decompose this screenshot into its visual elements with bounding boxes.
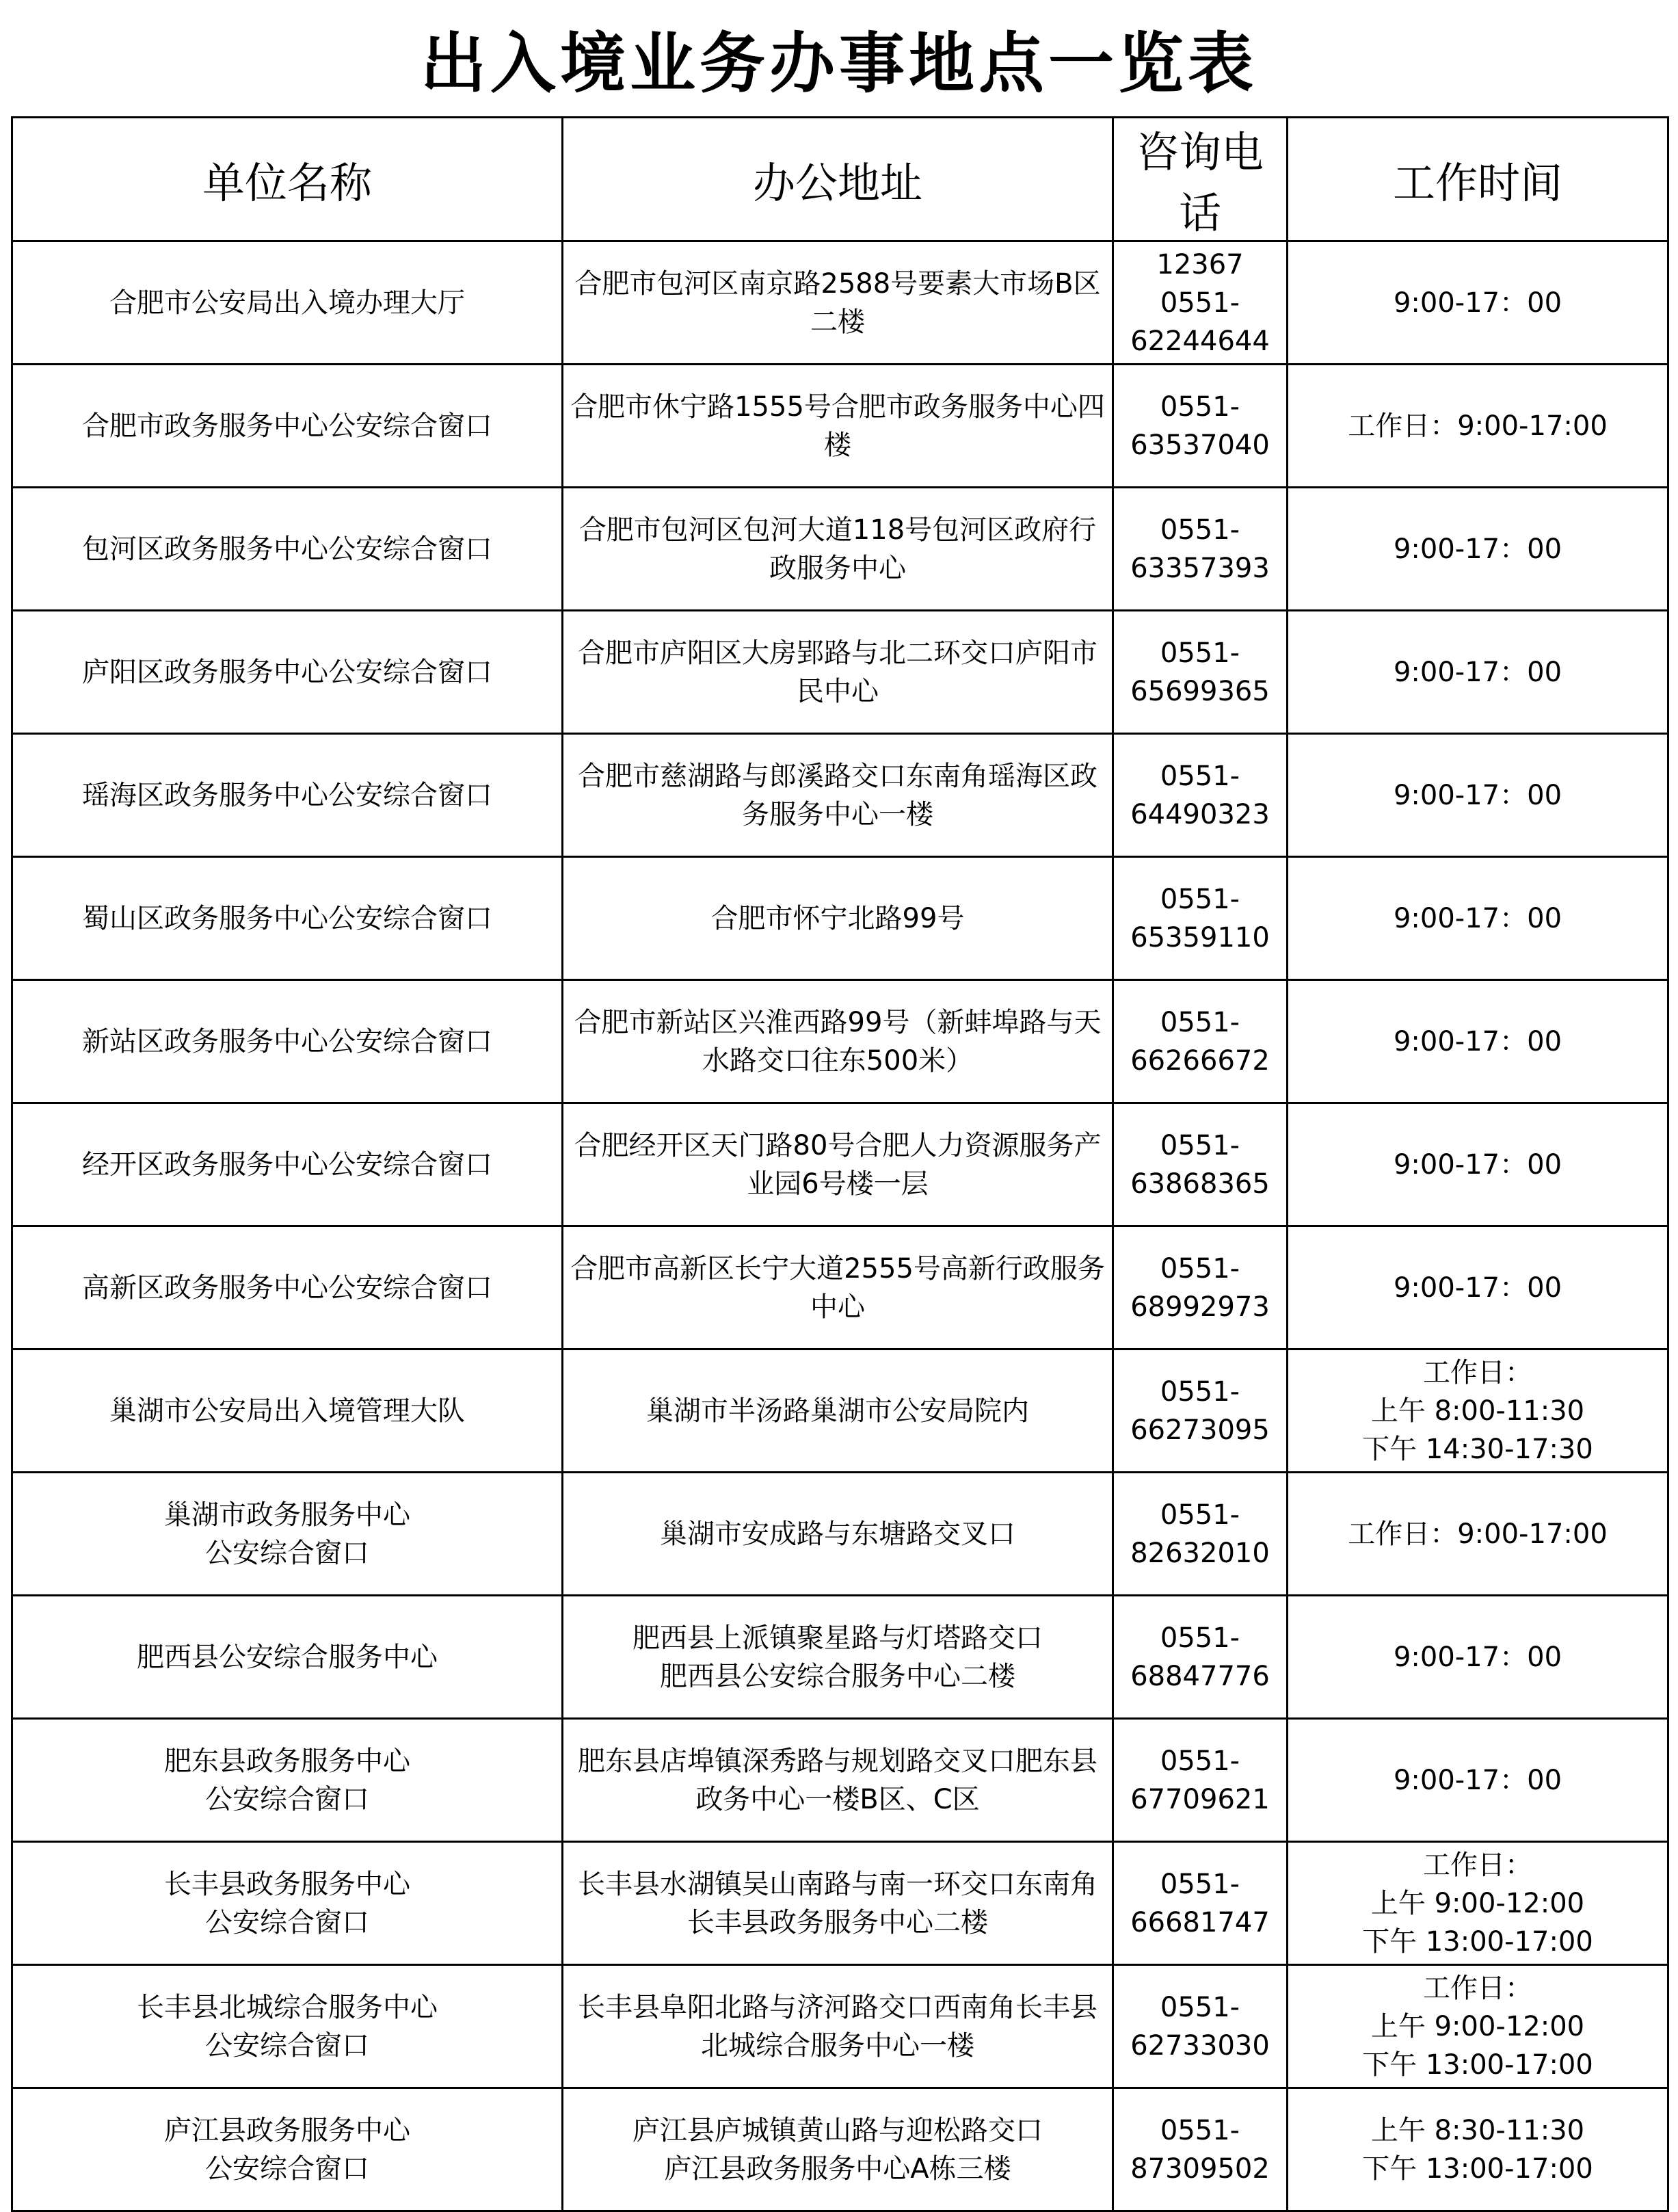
address-text: 合肥市高新区长宁大道2555号高新行政服务中心 [570,1252,1105,1323]
table-row [12,611,1668,734]
cell-phone [1113,734,1288,857]
address-text: 巢湖市半汤路巢湖市公安局院内 [646,1395,1029,1427]
address-line: 庐江县政务服务中心A栋三楼 [664,2152,1011,2185]
phone-line: 63357393 [1130,552,1270,584]
address-text: 合肥经开区天门路80号合肥人力资源服务产业园6号楼一层 [574,1129,1102,1200]
phone-line: 0551- [1160,1991,1240,2023]
cell-phone [1113,857,1288,980]
address-text: 合肥市休宁路1555号合肥市政务服务中心四楼 [570,391,1105,461]
cell-hours [1288,611,1668,734]
cell-unit [12,980,563,1103]
hours-line: 9:00-17：00 [1393,1764,1562,1796]
address-text: 合肥市怀宁北路99号 [710,902,965,934]
cell-phone [1113,1719,1288,1842]
cell-unit [12,1103,563,1226]
phone-line: 66266672 [1130,1044,1270,1077]
address-text: 合肥市新站区兴淮西路99号（新蚌埠路与天水路交口往东500米） [574,1006,1102,1077]
unit-line: 庐江县政务服务中心 [164,2114,410,2146]
cell-address [563,2088,1113,2211]
cell-unit [12,1349,563,1473]
cell-phone [1113,365,1288,488]
cell-address [563,857,1113,980]
phone-line: 0551- [1160,883,1240,915]
unit-line: 高新区政务服务中心公安综合窗口 [82,1272,492,1304]
hours-line: 上午 8:30-11:30 [1370,2114,1585,2146]
table-row [12,734,1668,857]
phone-line: 65699365 [1130,675,1270,707]
hours-line: 9:00-17：00 [1393,656,1562,688]
phone-line: 0551- [1160,391,1240,423]
cell-hours [1288,241,1668,365]
cell-address [563,1842,1113,1965]
unit-line: 公安综合窗口 [205,2029,369,2062]
phone-line: 0551- [1160,637,1240,669]
cell-unit [12,1226,563,1349]
address-text: 合肥市包河区南京路2588号要素大市场B区二楼 [574,267,1101,338]
phone-line: 68992973 [1130,1291,1270,1323]
phone-line: 0551- [1160,1868,1240,1900]
cell-phone [1113,1349,1288,1473]
cell-hours [1288,1842,1668,1965]
phone-line: 87309502 [1130,2152,1270,2185]
address-text: 巢湖市安成路与东塘路交叉口 [660,1518,1015,1550]
table-row [12,241,1668,365]
table-row [12,1103,1668,1226]
unit-line: 肥西县公安综合服务中心 [137,1641,438,1673]
table-body [12,241,1668,2211]
unit-line: 长丰县北城综合服务中心 [137,1991,438,2023]
phone-line: 63537040 [1130,429,1270,461]
hours-line: 工作日： [1423,1849,1532,1881]
hours-line: 工作日： [1423,1972,1532,2004]
unit-line: 公安综合窗口 [205,1783,369,1815]
hours-line: 9:00-17：00 [1393,779,1562,811]
table-row [12,1596,1668,1719]
phone-line: 12367 [1156,248,1244,280]
address-line: 肥西县公安综合服务中心二楼 [660,1660,1015,1692]
table-row [12,1349,1668,1473]
cell-hours [1288,980,1668,1103]
hours-line: 9:00-17：00 [1393,902,1562,934]
cell-hours [1288,734,1668,857]
cell-phone [1113,980,1288,1103]
hours-line: 上午 8:00-11:30 [1370,1395,1585,1427]
phone-line: 82632010 [1130,1537,1270,1569]
cell-address [563,1103,1113,1226]
phone-line: 68847776 [1130,1660,1270,1692]
cell-phone [1113,1965,1288,2088]
unit-line: 包河区政务服务中心公安综合窗口 [82,533,492,565]
cell-unit [12,1719,563,1842]
phone-line: 62244644 [1130,325,1270,357]
phone-line: 0551- [1160,1129,1240,1161]
cell-hours [1288,1226,1668,1349]
phone-line: 0551- [1160,760,1240,792]
phone-line: 67709621 [1130,1783,1270,1815]
address-text: 合肥市包河区包河大道118号包河区政府行政服务中心 [578,514,1097,584]
cell-unit [12,2088,563,2211]
address-line: 庐江县庐城镇黄山路与迎松路交口 [632,2114,1043,2146]
cell-unit [12,365,563,488]
table-row [12,365,1668,488]
cell-address [563,1349,1113,1473]
cell-phone [1113,1226,1288,1349]
unit-line: 瑶海区政务服务中心公安综合窗口 [82,779,492,811]
unit-line: 巢湖市政务服务中心 [164,1499,410,1531]
table-row [12,1719,1668,1842]
phone-line: 0551- [1160,287,1240,319]
table-row [12,1226,1668,1349]
unit-line: 巢湖市公安局出入境管理大队 [109,1395,465,1427]
cell-phone [1113,1596,1288,1719]
header-hours: 工作时间 [1288,118,1668,241]
phone-line: 66681747 [1130,1906,1270,1938]
table-row [12,857,1668,980]
phone-line: 0551- [1160,1745,1240,1777]
header-address: 办公地址 [563,118,1113,241]
cell-hours [1288,1965,1668,2088]
table-row [12,1473,1668,1596]
table-row [12,2088,1668,2211]
table-row [12,1842,1668,1965]
address-text: 长丰县水湖镇吴山南路与南一环交口东南角长丰县政务服务中心二楼 [578,1868,1097,1938]
cell-address [563,611,1113,734]
unit-line: 公安综合窗口 [205,1537,369,1569]
cell-address [563,1473,1113,1596]
cell-hours [1288,1473,1668,1596]
phone-line: 0551- [1160,1006,1240,1038]
cell-hours [1288,1719,1668,1842]
unit-line: 经开区政务服务中心公安综合窗口 [82,1148,492,1181]
hours-line: 工作日： [1423,1356,1532,1388]
cell-hours [1288,2088,1668,2211]
table-header-row [12,118,1668,241]
cell-address [563,1596,1113,1719]
hours-line: 上午 9:00-12:00 [1370,1887,1585,1919]
unit-line: 合肥市公安局出入境办理大厅 [109,287,465,319]
hours-line: 9:00-17：00 [1393,287,1562,319]
cell-address [563,1226,1113,1349]
cell-hours [1288,488,1668,611]
cell-address [563,488,1113,611]
office-table [11,116,1669,2212]
phone-line: 0551- [1160,1252,1240,1285]
cell-unit [12,857,563,980]
table-row [12,488,1668,611]
address-text: 合肥市慈湖路与郎溪路交口东南角瑶海区政务服务中心一楼 [578,760,1097,830]
cell-unit [12,611,563,734]
unit-line: 合肥市政务服务中心公安综合窗口 [82,410,492,442]
hours-line: 下午 13:00-17:00 [1362,2049,1593,2081]
address-text: 肥东县店埠镇深秀路与规划路交叉口肥东县政务中心一楼B区、C区 [578,1745,1097,1815]
unit-line: 新站区政务服务中心公安综合窗口 [82,1025,492,1057]
unit-line: 长丰县政务服务中心 [164,1868,410,1900]
hours-line: 下午 13:00-17:00 [1362,2152,1593,2185]
address-text [568,2111,1108,2188]
hours-line: 9:00-17：00 [1393,533,1562,565]
cell-unit [12,1842,563,1965]
cell-hours [1288,857,1668,980]
table-row [12,1965,1668,2088]
phone-line: 62733030 [1130,2029,1270,2062]
cell-phone [1113,611,1288,734]
unit-line: 蜀山区政务服务中心公安综合窗口 [82,902,492,934]
cell-phone [1113,2088,1288,2211]
phone-line: 66273095 [1130,1414,1270,1446]
cell-hours [1288,1349,1668,1473]
hours-line: 工作日：9:00-17:00 [1348,410,1608,442]
hours-line: 工作日：9:00-17:00 [1348,1518,1608,1550]
unit-line: 肥东县政务服务中心 [164,1745,410,1777]
cell-unit [12,1965,563,2088]
hours-line: 下午 13:00-17:00 [1362,1925,1593,1958]
cell-hours [1288,1103,1668,1226]
page-title: 出入境业务办事地点一览表 [421,25,1257,102]
address-text: 合肥市庐阳区大房郢路与北二环交口庐阳市民中心 [578,637,1097,707]
phone-line: 0551- [1160,2114,1240,2146]
hours-line: 9:00-17：00 [1393,1025,1562,1057]
cell-unit [12,1596,563,1719]
cell-address [563,241,1113,365]
hours-line: 9:00-17：00 [1393,1272,1562,1304]
cell-address [563,365,1113,488]
hours-line: 上午 9:00-12:00 [1370,2010,1585,2042]
cell-hours [1288,1596,1668,1719]
phone-line: 0551- [1160,1499,1240,1531]
cell-address [563,980,1113,1103]
unit-line: 庐阳区政务服务中心公安综合窗口 [82,656,492,688]
cell-unit [12,734,563,857]
phone-line: 0551- [1160,514,1240,546]
cell-hours [1288,365,1668,488]
cell-phone [1113,1842,1288,1965]
hours-line: 下午 14:30-17:30 [1362,1433,1593,1465]
address-line: 肥西县上派镇聚星路与灯塔路交口 [632,1622,1043,1654]
unit-line: 公安综合窗口 [205,2152,369,2185]
unit-line: 公安综合窗口 [205,1906,369,1938]
hours-line: 9:00-17：00 [1393,1641,1562,1673]
cell-phone [1113,241,1288,365]
phone-line: 0551- [1160,1375,1240,1408]
address-text [568,1619,1108,1696]
address-text: 长丰县阜阳北路与济河路交口西南角长丰县北城综合服务中心一楼 [578,1991,1097,2062]
cell-phone [1113,1103,1288,1226]
cell-unit [12,1473,563,1596]
cell-address [563,734,1113,857]
cell-phone [1113,1473,1288,1596]
hours-line: 9:00-17：00 [1393,1148,1562,1181]
table-row [12,980,1668,1103]
cell-unit [12,488,563,611]
header-unit: 单位名称 [12,118,563,241]
phone-line: 64490323 [1130,798,1270,830]
phone-line: 65359110 [1130,921,1270,953]
header-phone: 咨询电话 [1113,118,1288,241]
cell-address [563,1719,1113,1842]
cell-unit [12,241,563,365]
phone-line: 63868365 [1130,1168,1270,1200]
cell-address [563,1965,1113,2088]
cell-phone [1113,488,1288,611]
phone-line: 0551- [1160,1622,1240,1654]
